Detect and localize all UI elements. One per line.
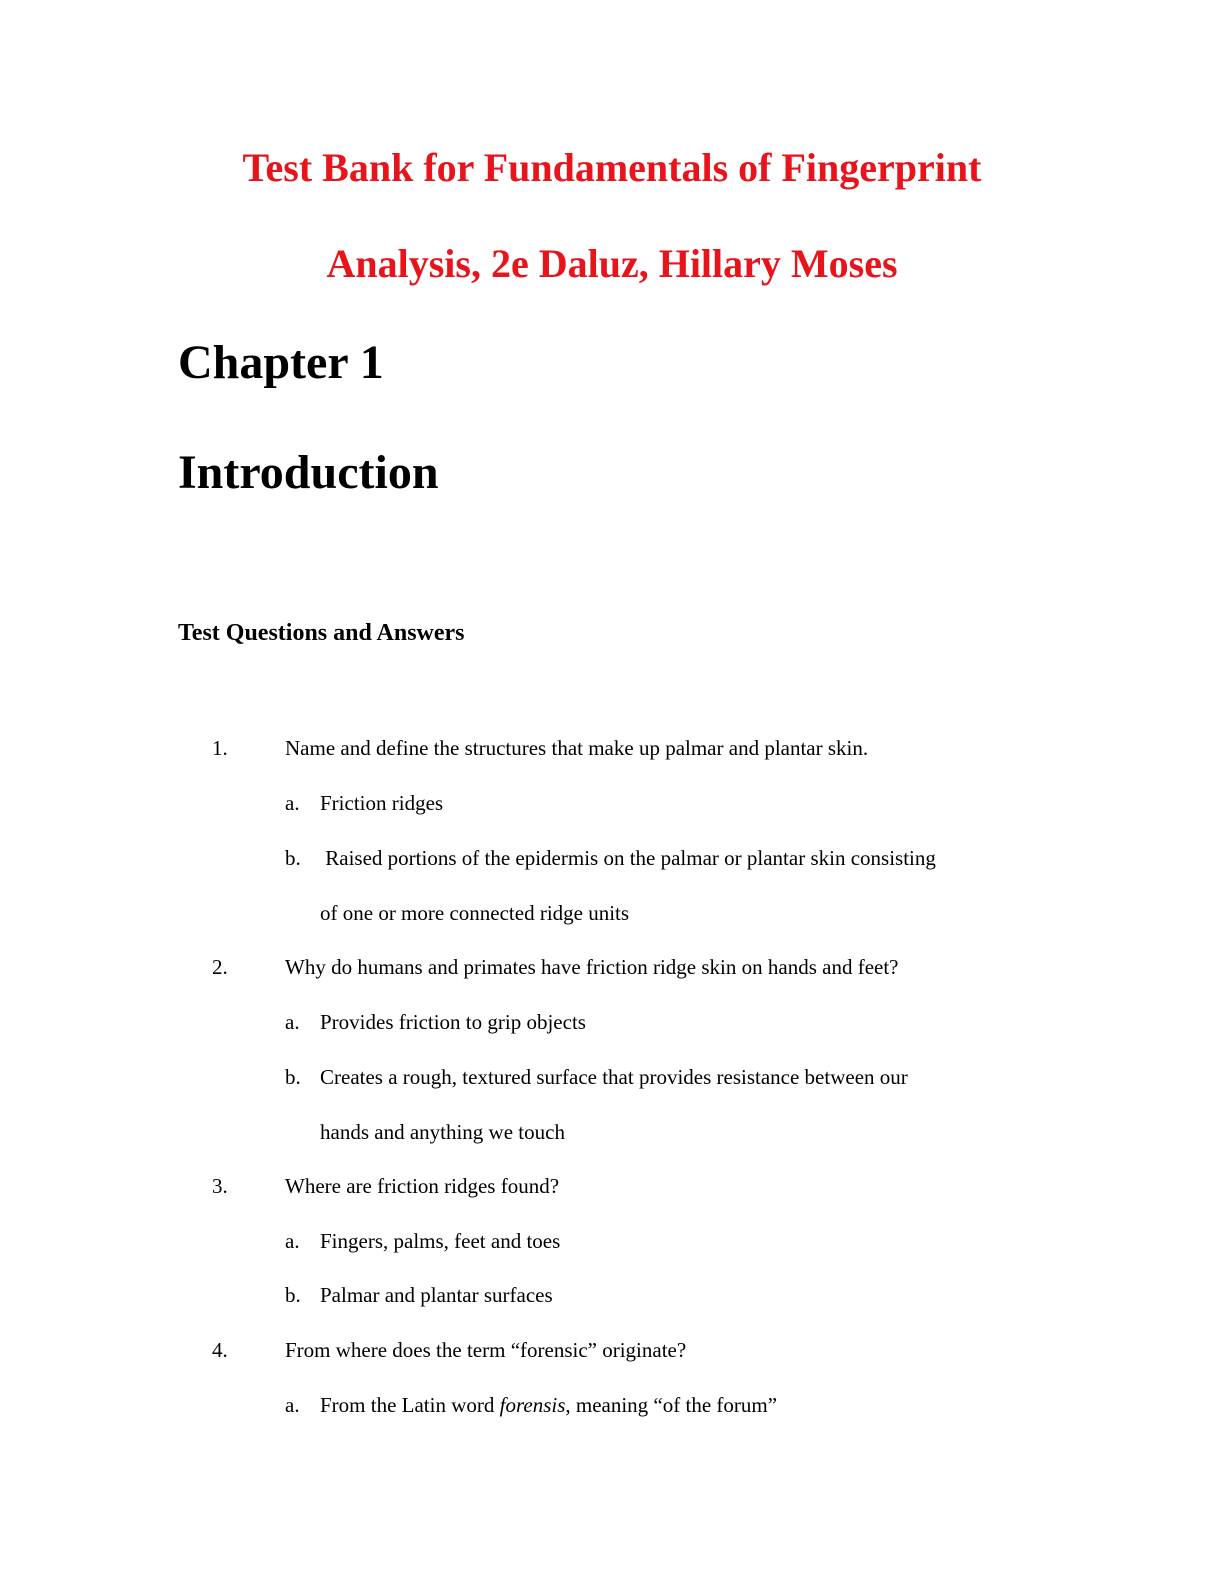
answer-text: Creates a rough, textured surface that provides resistance between our: [320, 1065, 908, 1089]
answer-text: Provides friction to grip objects: [320, 1010, 586, 1034]
chapter-number: Chapter 1: [178, 336, 384, 389]
section-heading: Test Questions and Answers: [178, 620, 465, 646]
answer-text: Friction ridges: [320, 791, 444, 815]
answer-text-prefix: From the Latin word: [320, 1393, 500, 1417]
question-number: 2.: [212, 955, 228, 979]
answer-letter: b.: [285, 1065, 301, 1089]
chapter-title: Introduction: [178, 446, 439, 499]
question-number: 1.: [212, 736, 228, 760]
question-number: 3.: [212, 1174, 228, 1198]
document-title-line-1: Test Bank for Fundamentals of Fingerprint: [242, 145, 982, 190]
question-text: Name and define the structures that make up palmar and plantar skin.: [285, 736, 869, 760]
answer-text-continued: of one or more connected ridge units: [320, 901, 630, 925]
latin-term: forensis: [499, 1393, 566, 1417]
question-text: From where does the term “forensic” originate?: [285, 1338, 687, 1362]
question-text: Where are friction ridges found?: [285, 1174, 560, 1198]
answer-text: Fingers, palms, feet and toes: [320, 1229, 561, 1253]
question-text: Why do humans and primates have friction ridge skin on hands and feet?: [285, 955, 899, 979]
answer-text: [320, 1391, 777, 1419]
answer-letter: b.: [285, 1283, 301, 1307]
answer-text-continued: hands and anything we touch: [320, 1120, 565, 1144]
answer-letter: a.: [285, 1393, 300, 1417]
answer-letter: b.: [285, 846, 301, 870]
question-number: 4.: [212, 1338, 228, 1362]
answer-text-suffix: , meaning “of the forum”: [565, 1393, 778, 1417]
answer-letter: a.: [285, 1229, 300, 1253]
answer-text: Palmar and plantar surfaces: [320, 1283, 553, 1307]
document-title-line-2: Analysis, 2e Daluz, Hillary Moses: [326, 241, 898, 286]
answer-text: Raised portions of the epidermis on the palmar or plantar skin consisting: [320, 846, 936, 870]
answer-letter: a.: [285, 791, 300, 815]
answer-letter: a.: [285, 1010, 300, 1034]
